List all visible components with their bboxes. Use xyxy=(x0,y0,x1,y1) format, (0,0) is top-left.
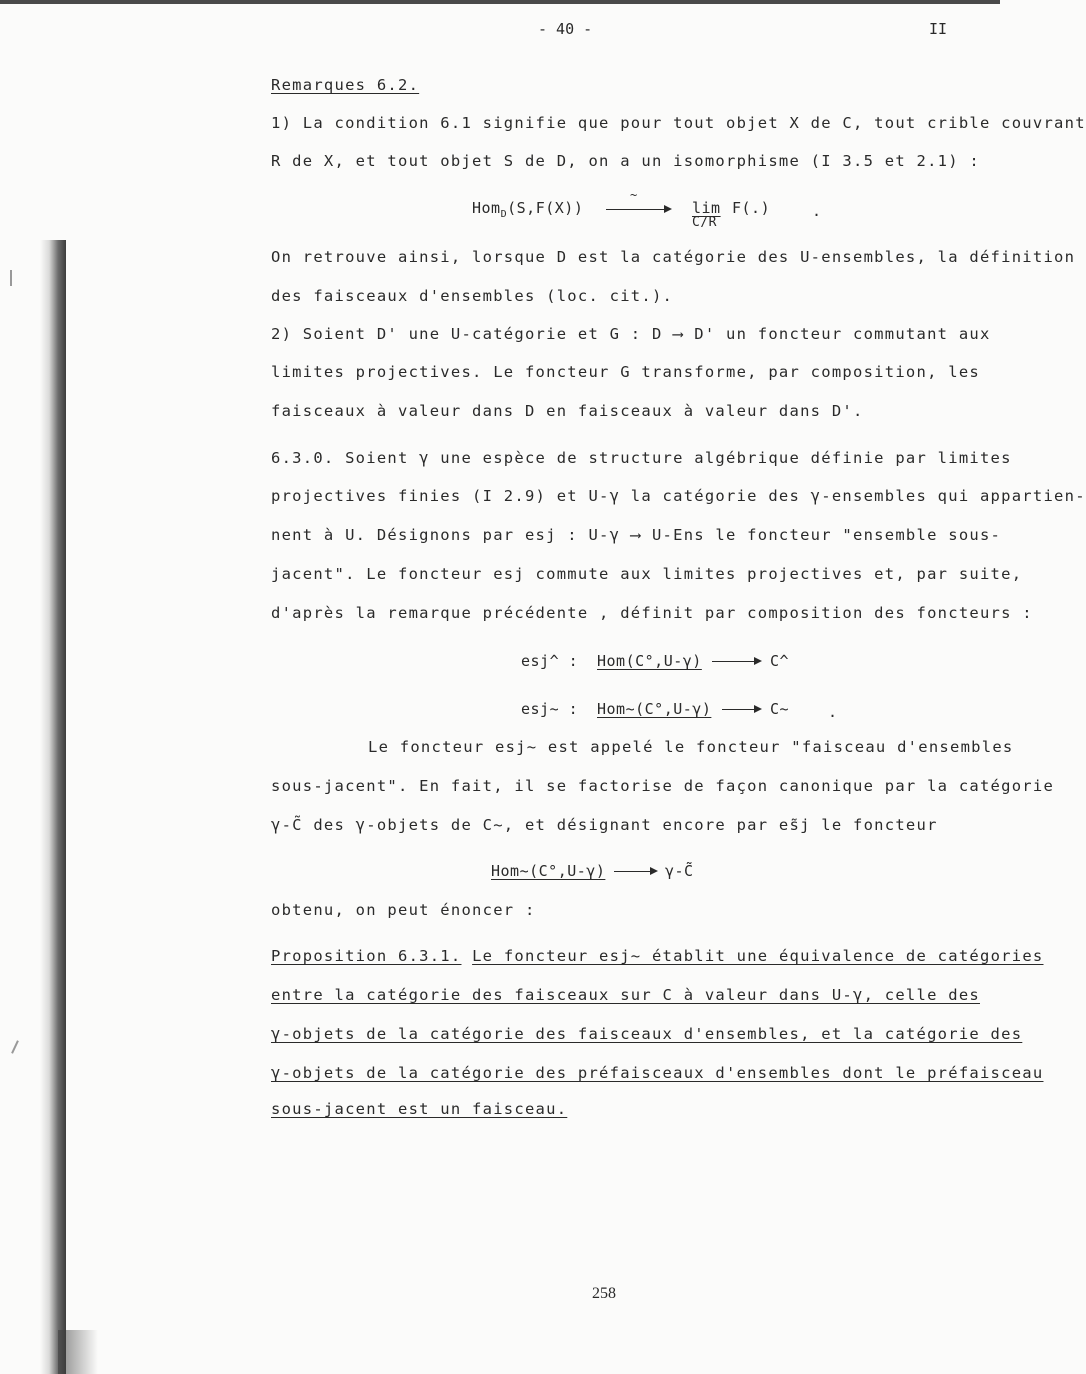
lim-symbol: lim xyxy=(692,199,721,217)
text-line: jacent". Le foncteur esj commute aux limites projectives et, par suite, xyxy=(271,565,1023,583)
formula-target: γ-C̃ xyxy=(665,862,694,880)
text-line: 6.3.0. Soient γ une espèce de structure algébrique définie par limites xyxy=(271,449,1012,467)
page-number: 258 xyxy=(592,1285,616,1302)
text-line: 2) Soient D' une U-catégorie et G : D ⟶ D' un foncteur commutant aux xyxy=(271,325,991,343)
formula-esj-tilde: esj~ : xyxy=(521,700,579,718)
text-line: Le foncteur esj~ est appelé le foncteur "faisceau d'ensembles xyxy=(368,738,1014,756)
formula-hom-s-fx: Hom$_D$(S,F(X)) xyxy=(472,199,584,220)
text-line: nent à U. Désignons par esj : U-γ ⟶ U-Ens le foncteur "ensemble sous- xyxy=(271,526,1002,544)
proposition-line: entre la catégorie des faisceaux sur C à valeur dans U-γ, celle des xyxy=(271,986,980,1004)
proposition-text: Le foncteur esj~ établit une équivalence de catégories xyxy=(472,947,1044,965)
formula-dot: . xyxy=(812,202,822,220)
formula-hom-sheaf: Hom~(C°,U-γ) xyxy=(491,862,606,880)
lim-functor: F(.) xyxy=(732,199,771,217)
text-line: sous-jacent". En fait, il se factorise de façon canonique par la catégorie xyxy=(271,777,1055,795)
formula-target: C^ xyxy=(770,652,790,670)
proposition-line: γ-objets de la catégorie des préfaisceaux d'ensembles dont le préfaisceau xyxy=(271,1064,1044,1082)
text-line: des faisceaux d'ensembles (loc. cit.). xyxy=(271,287,674,305)
formula-hom-presheaf: Hom(C°,U-γ) xyxy=(597,652,702,670)
remarques-title: Remarques 6.2. xyxy=(271,76,420,94)
text-line: faisceaux à valeur dans D en faisceaux à valeur dans D'. xyxy=(271,402,864,420)
proposition-line: sous-jacent est un faisceau. xyxy=(271,1100,568,1118)
text-line: obtenu, on peut énoncer : xyxy=(271,901,536,919)
proposition-line: γ-objets de la catégorie des faisceaux d'ensembles, et la catégorie des xyxy=(271,1025,1023,1043)
formula-esj-hat: esj^ : xyxy=(521,652,579,670)
proposition-line xyxy=(271,947,1044,965)
text-line: γ-C̃ des γ-objets de C~, et désignant encore par es̃j le foncteur xyxy=(271,816,938,834)
binding-shadow-bottom xyxy=(58,1330,98,1374)
formula-hom-sheaf: Hom~(C°,U-γ) xyxy=(597,700,712,718)
text-line: limites projectives. Le foncteur G transforme, par composition, les xyxy=(271,363,980,381)
proposition-title: Proposition 6.3.1. xyxy=(271,947,462,965)
arrow xyxy=(722,700,760,718)
margin-mark xyxy=(11,1040,19,1054)
iso-tilde: ~ xyxy=(630,188,638,202)
formula-target: C~ xyxy=(770,700,790,718)
section-number: II xyxy=(929,20,948,38)
text-line: d'après la remarque précédente , définit par composition des foncteurs : xyxy=(271,604,1033,622)
binding-shadow xyxy=(40,240,66,1374)
formula-dot: . xyxy=(828,703,838,721)
lim-subscript: C/R xyxy=(692,215,717,230)
text-line: R de X, et tout objet S de D, on a un isomorphisme (I 3.5 et 2.1) : xyxy=(271,152,980,170)
arrow xyxy=(614,862,656,880)
text-line: On retrouve ainsi, lorsque D est la catégorie des U-ensembles, la définition xyxy=(271,248,1076,266)
page-header-number: - 40 - xyxy=(538,20,593,38)
text-line: 1) La condition 6.1 signifie que pour tout objet X de C, tout crible couvrant xyxy=(271,114,1086,132)
top-edge-line xyxy=(0,0,1000,4)
isomorphism-arrow xyxy=(606,200,670,218)
arrow xyxy=(712,652,760,670)
text-line: projectives finies (I 2.9) et U-γ la catégorie des γ-ensembles qui appartien- xyxy=(271,487,1086,505)
margin-mark xyxy=(10,270,12,286)
